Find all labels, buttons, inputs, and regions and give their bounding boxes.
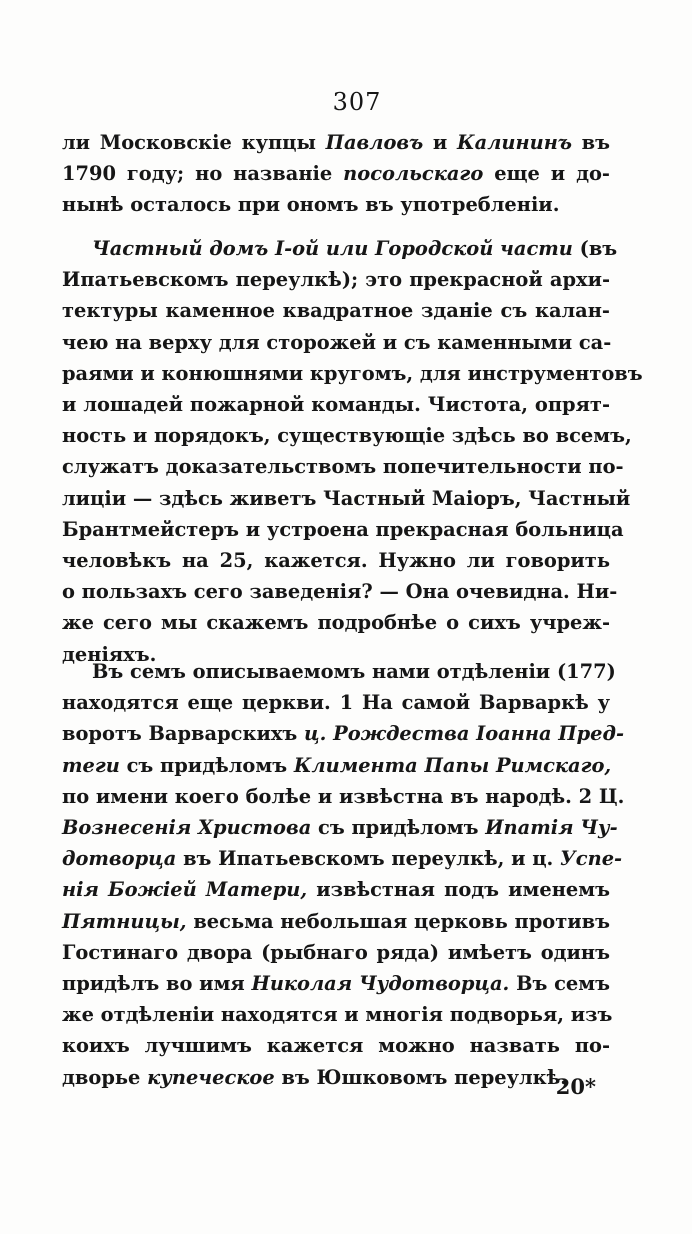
text-line: раями и конюшнями кругомъ, для инструментовъ [62, 361, 643, 385]
text-line: находятся еще церкви. 1 На самой Варваркѣ у [62, 691, 610, 715]
text-line: Вознесенія Христова съ придѣломъ Ипатія Чу- [62, 816, 618, 840]
text-line: Гостинаго двора (рыбнаго ряда) имѣетъ одинъ [62, 940, 610, 964]
text-line: деніяхъ. [62, 642, 157, 666]
text-line: нія Божіей Матери, извѣстная подъ именемъ [62, 878, 610, 902]
text-line: Брантмейстеръ и устроена прекрасная больница [62, 517, 624, 541]
text-line: ность и порядокъ, существующіе здѣсь во всемъ, [62, 424, 632, 448]
paragraph-2 [62, 233, 643, 670]
text-line: о пользахъ сего заведенія? — Она очевидна. Ни- [62, 580, 618, 604]
text-line: воротъ Варварскихъ ц. Рождества Іоанна Пред- [62, 722, 625, 746]
paragraph-3 [62, 656, 625, 1093]
text-line: дотворца въ Ипатьевскомъ переулкѣ, и ц. Успе- [62, 847, 623, 871]
text-line: же сего мы скажемъ подробнѣе о сихъ учреж- [62, 611, 610, 635]
text-line: теги съ придѣломъ Климента Папы Римскаго, [62, 753, 612, 777]
paragraph-1 [62, 127, 610, 221]
text-line: 1790 году; но названіе посольскаго еще и до- [62, 162, 610, 186]
text-line: дворье купеческое въ Юшковомъ переулкѣ. [62, 1065, 568, 1089]
text-line: по имени коего болѣе и извѣстна въ народѣ. 2 Ц. [62, 784, 625, 808]
text-line: чею на верху для сторожей и съ каменными са- [62, 330, 612, 354]
text-line: лиціи — здѣсь живетъ Частный Маіоръ, Частный [62, 486, 631, 510]
text-line: ли Московскіе купцы Павловъ и Калининъ въ [62, 131, 610, 154]
text-line: человѣкъ на 25, кажется. Нужно ли говорить [62, 549, 610, 573]
page-number: 307 [332, 88, 382, 116]
text-line: служатъ доказательствомъ попечительности по- [62, 455, 624, 479]
text-line: Пятницы, весьма небольшая церковь противъ [62, 909, 610, 933]
text-line: тектуры каменное квадратное зданіе съ калан- [62, 299, 610, 323]
text-line: и лошадей пожарной команды. Чистота, опрят- [62, 393, 610, 417]
text-line: коихъ лучшимъ кажется можно назвать по- [62, 1034, 610, 1058]
text-line: нынѣ осталось при ономъ въ употребленіи. [62, 193, 560, 217]
text-line: Въ семъ описываемомъ нами отдѣленіи (177) [92, 660, 616, 683]
text-line: Частный домъ I-ой или Городской части (въ [92, 237, 618, 260]
signature-mark: 20* [555, 1074, 596, 1099]
text-line: же отдѣленіи находятся и многія подворья, изъ [62, 1003, 613, 1027]
text-line: придѣлъ во имя Николая Чудотворца. Въ семъ [62, 972, 610, 996]
text-line: Ипатьевскомъ переулкѣ); это прекрасной архи- [62, 268, 610, 292]
